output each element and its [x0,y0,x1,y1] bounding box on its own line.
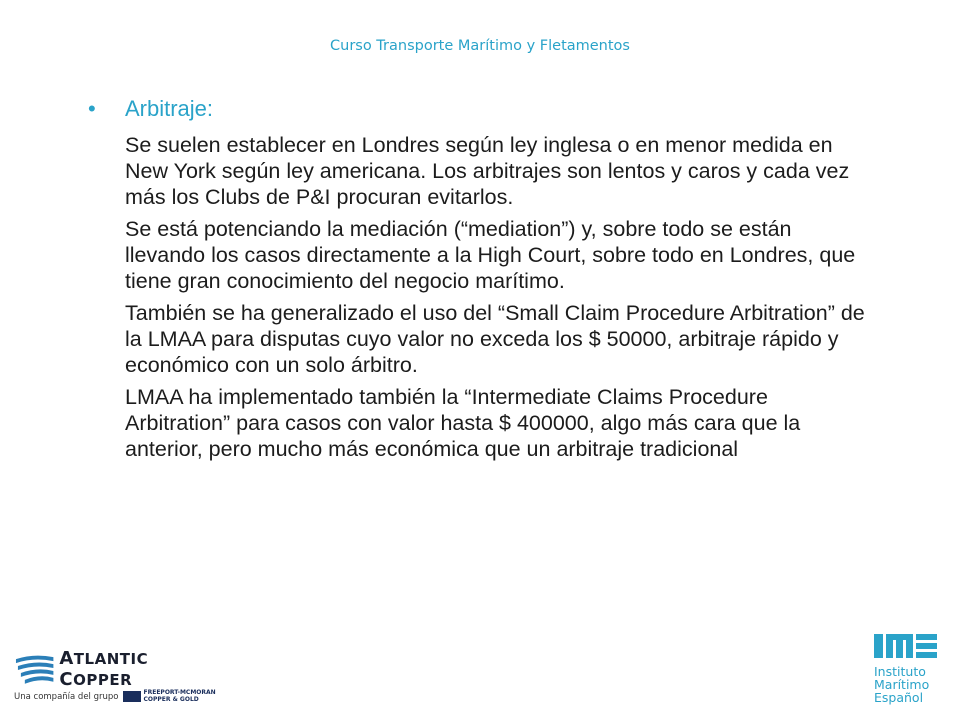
ime-name: Instituto Marítimo Español [874,664,930,705]
ime-mark-icon [874,634,938,658]
fcx-icon [123,691,141,702]
paragraph-2: Se está potenciando la mediación (“mediation”) y, sobre todo se están llevando los casos directamente a la High Court, sobre todo en Londres, que tiene gran conocimiento del negocio marítimo. [125,217,856,293]
partner-name: FREEPORT-MCMORAN COPPER & GOLD [143,689,216,703]
paragraph-4: LMAA ha implementado también la “Intermediate Claims Procedure Arbitration” para casos con valor hasta $ 400000, algo más cara que la anterior, pero mucho más económica que un arbitraje tradicional [125,385,801,461]
wave-icon [14,653,55,685]
paragraph-1: Se suelen establecer en Londres según ley inglesa o en menor medida en New York según ley americana. Los arbitrajes son lentos y caros y cada vez más los Clubs de P&I procuran evitarlos. [125,133,850,209]
company-name: ATLANTIC COPPER [59,648,149,690]
slide-content [88,96,868,462]
slide-title: Curso Transporte Marítimo y Fletamentos [330,38,630,54]
atlantic-copper-logo [14,648,224,703]
paragraph-3: También se ha generalizado el uso del “Small Claim Procedure Arbitration” de la LMAA para disputas cuyo valor no exceda los $ 50000, arbitraje rápido y económico con un solo árbitro. [125,301,865,377]
bullet-item [88,96,868,122]
company-tagline: Una compañía del grupo [14,691,119,702]
ime-logo [874,634,944,706]
bullet-heading: Arbitraje: [125,96,214,121]
bullet-icon: • [88,96,96,121]
